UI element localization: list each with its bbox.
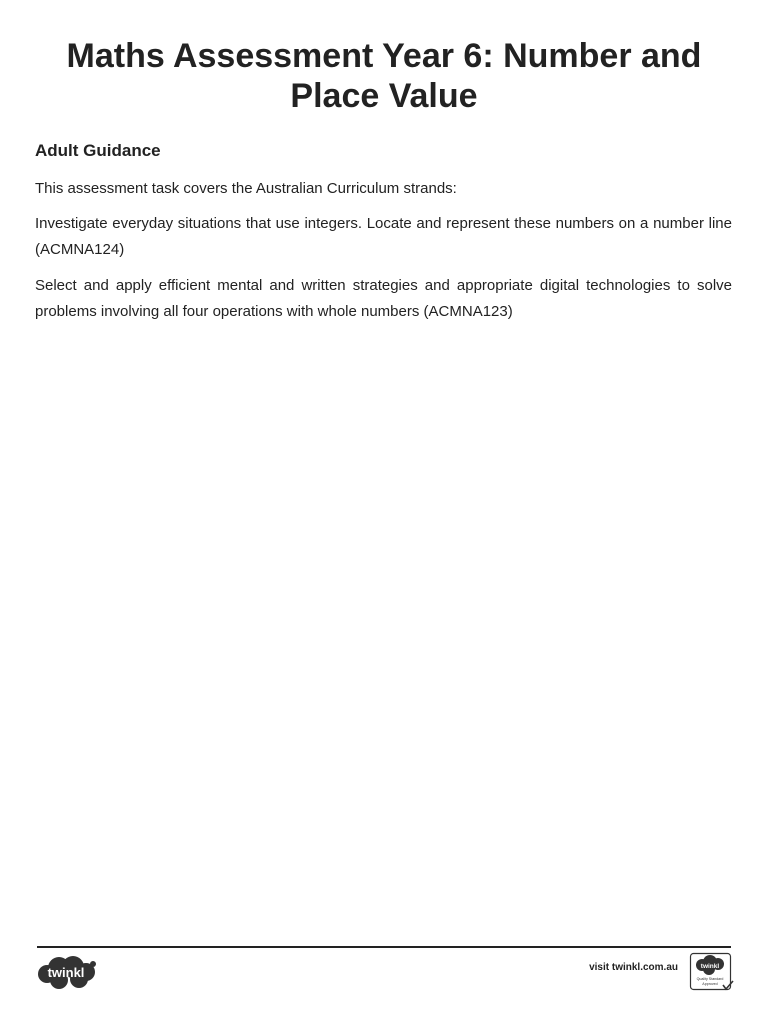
twinkl-logo-icon: [37, 954, 97, 990]
paragraph-intro: This assessment task covers the Australian Curriculum strands:: [35, 180, 457, 197]
title-line-2: Place Value: [290, 77, 478, 115]
paragraph-strand-acmna124: Investigate everyday situations that use integers. Locate and represent these numbers on a number line (ACMNA124): [35, 215, 732, 258]
badge-caption-line-1: Quality Standard: [696, 977, 724, 981]
paragraph-strand-acmna123: Select and apply efficient mental and written strategies and appropriate digital technologies to solve problems involving all four operations with whole numbers (ACMNA123): [35, 277, 732, 320]
title-line-1: Maths Assessment Year 6: Number and: [66, 37, 702, 75]
section-heading-adult-guidance: Adult Guidance: [35, 141, 161, 160]
badge-logo-text: twinkl: [700, 963, 720, 970]
badge-caption-line-2: Approved: [702, 982, 718, 986]
page-title: [40, 36, 728, 116]
logo-text: twinkl: [47, 965, 85, 980]
visit-website-link[interactable]: visit twinkl.com.au: [589, 962, 678, 973]
footer-divider: [37, 946, 731, 948]
quality-standard-badge-icon: [689, 952, 735, 992]
